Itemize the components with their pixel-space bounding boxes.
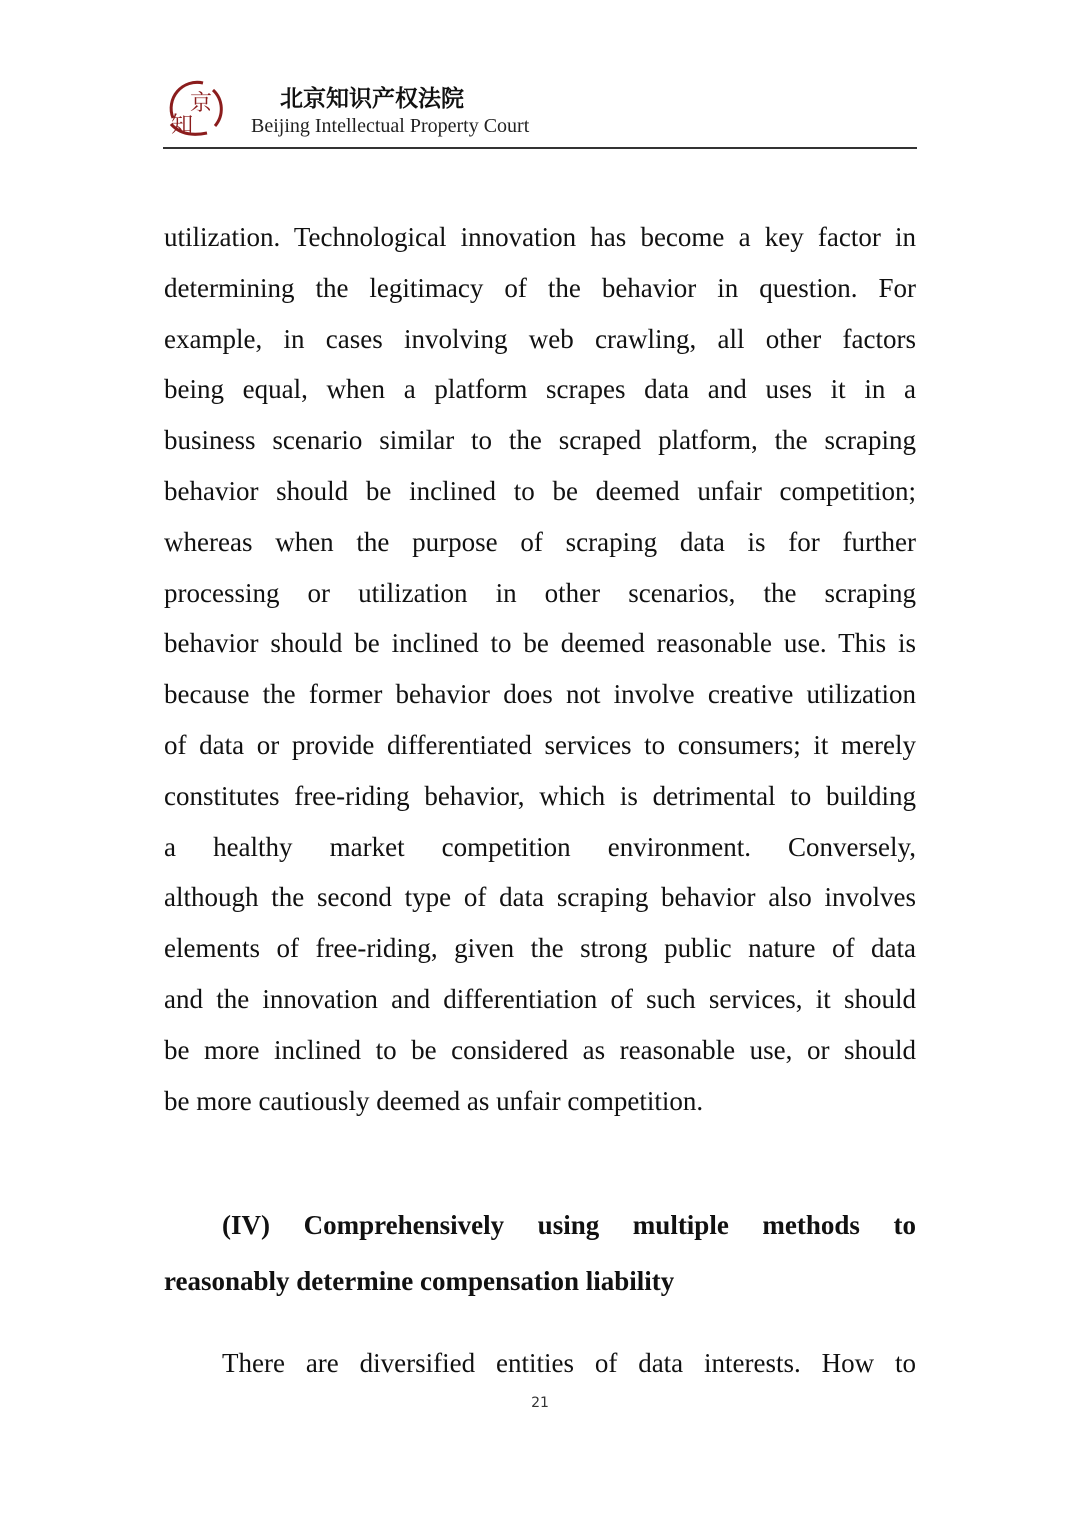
paragraph-2 bbox=[164, 1338, 916, 1389]
text-line: There are diversified entities of data interests. How to bbox=[222, 1348, 916, 1378]
text-line: processing or utilization in other scenarios, the scraping bbox=[164, 577, 916, 608]
text-line: and the innovation and differentiation of such services, it should bbox=[164, 983, 916, 1014]
text-line: business scenario similar to the scraped platform, the scraping bbox=[164, 425, 916, 456]
text-line: be more cautiously deemed as unfair competition. bbox=[164, 1085, 704, 1116]
court-name-english: Beijing Intellectual Property Court bbox=[251, 115, 530, 137]
text-line: whereas when the purpose of scraping data is for further bbox=[164, 526, 916, 557]
text-line: behavior should be inclined to be deemed reasonable use. This is bbox=[164, 628, 916, 659]
text-line: because the former behavior does not involve creative utilization bbox=[164, 679, 916, 710]
heading-line: reasonably determine compensation liability bbox=[164, 1266, 675, 1296]
text-line: example, in cases involving web crawling, all other factors bbox=[164, 323, 916, 354]
text-line: of data or provide differentiated services to consumers; it merely bbox=[164, 729, 916, 760]
text-line: elements of free-riding, given the strong public nature of data bbox=[164, 933, 916, 964]
page-number: 21 bbox=[531, 1395, 549, 1411]
text-line: a healthy market competition environment. Conversely, bbox=[164, 831, 916, 862]
text-line: utilization. Technological innovation has become a key factor in bbox=[164, 222, 916, 252]
svg-text:知: 知 bbox=[171, 113, 194, 138]
text-line: being equal, when a platform scrapes data and uses it in a bbox=[164, 374, 916, 405]
text-line: although the second type of data scraping behavior also involves bbox=[164, 882, 916, 913]
court-name-chinese: 北京知识产权法院 bbox=[280, 86, 464, 112]
court-logo-seal bbox=[163, 78, 225, 138]
header-divider bbox=[163, 147, 917, 149]
paragraph-1 bbox=[164, 212, 916, 1126]
text-line: behavior should be inclined to be deemed unfair competition; bbox=[164, 475, 916, 506]
svg-text:京: 京 bbox=[190, 91, 213, 116]
text-line: constitutes free-riding behavior, which is detrimental to building bbox=[164, 780, 916, 811]
heading-line: (IV) Comprehensively using multiple methods to bbox=[222, 1210, 916, 1240]
text-line: be more inclined to be considered as reasonable use, or should bbox=[164, 1034, 916, 1065]
text-line: determining the legitimacy of the behavior in question. For bbox=[164, 272, 916, 303]
section-heading bbox=[164, 1197, 916, 1309]
